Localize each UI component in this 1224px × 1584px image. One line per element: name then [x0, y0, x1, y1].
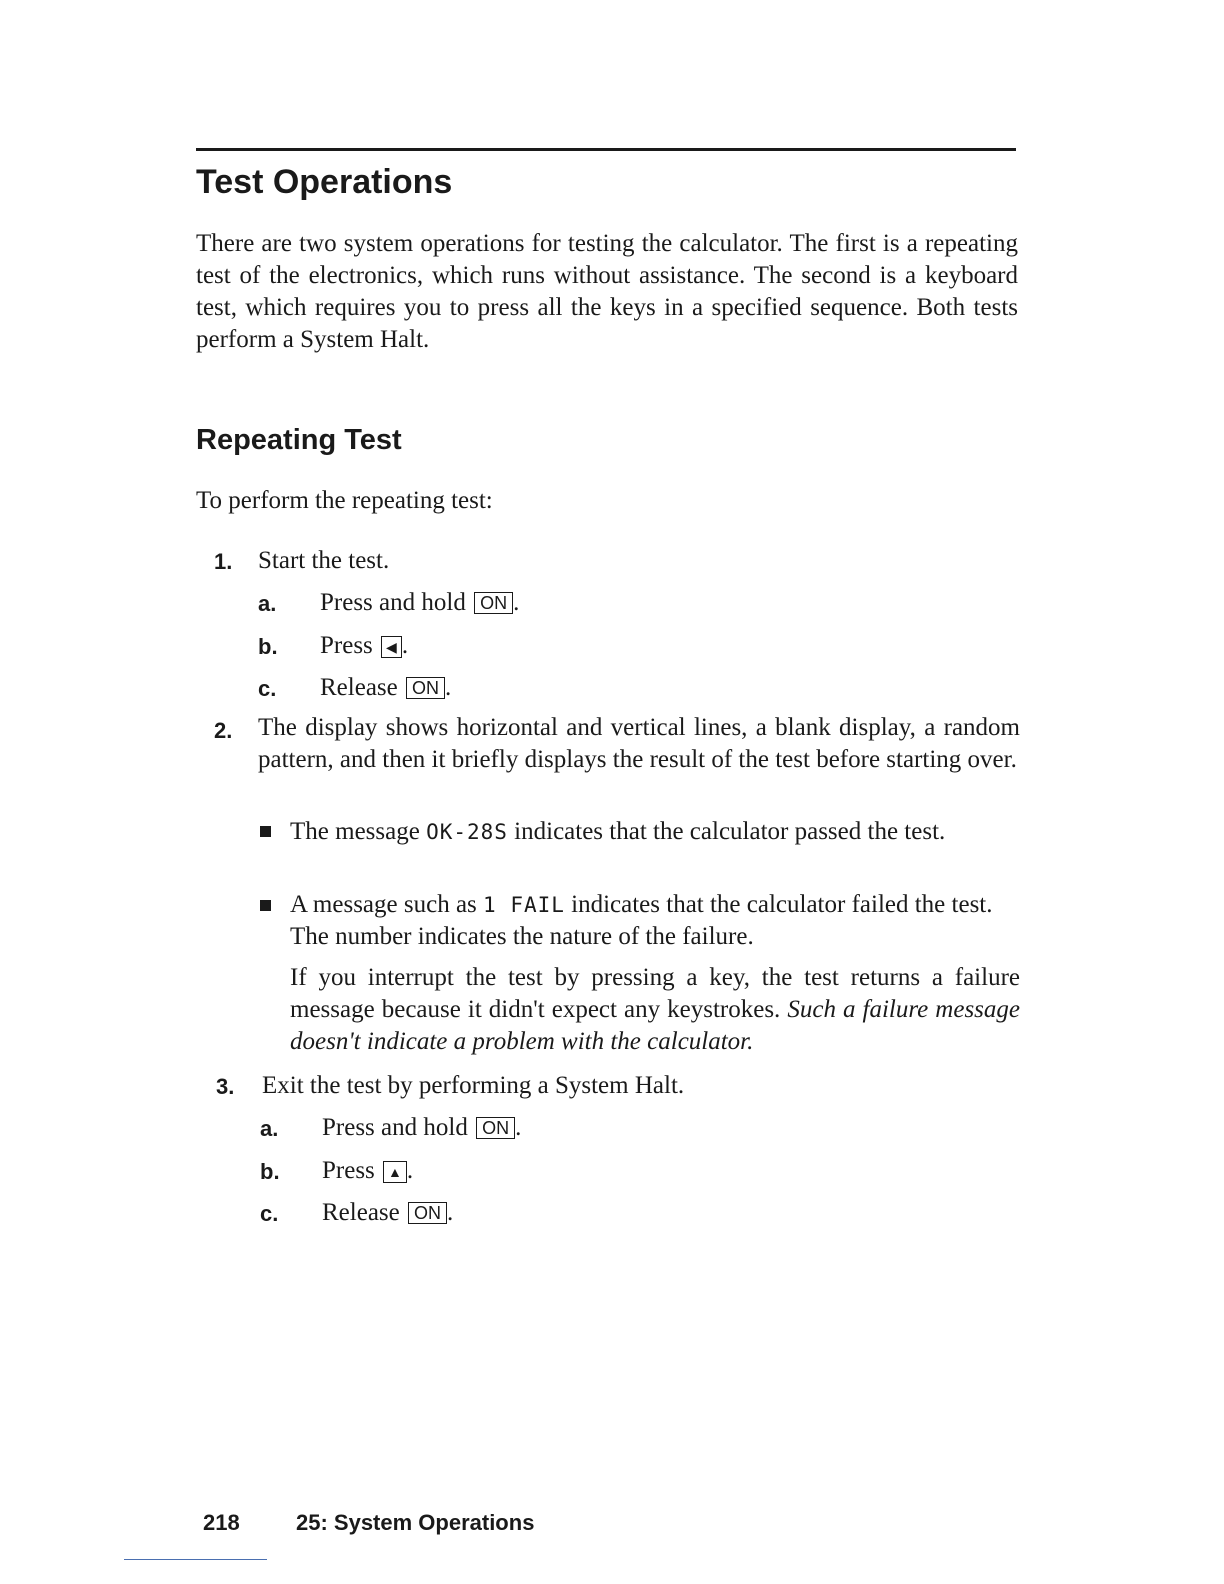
- substep-b: [322, 1155, 413, 1187]
- substep-c: [322, 1197, 453, 1229]
- step-number: 2.: [214, 718, 233, 743]
- period: .: [446, 1199, 454, 1226]
- left-arrow-key-icon: ◀: [381, 636, 402, 658]
- bullet-text: The message: [290, 818, 420, 845]
- top-rule: [196, 148, 1016, 151]
- substep-label: b.: [260, 1159, 280, 1184]
- substep-text: Release: [322, 1199, 400, 1226]
- on-key: ON: [406, 677, 445, 699]
- on-key: ON: [474, 592, 513, 614]
- on-key: ON: [476, 1117, 515, 1139]
- substep-label: b.: [258, 634, 278, 659]
- lcd-message: OK-28S: [426, 820, 508, 844]
- bullet-pass: [290, 816, 1020, 848]
- substep-label: c.: [260, 1201, 279, 1226]
- substep-b: [320, 630, 408, 662]
- page-number: 218: [203, 1510, 240, 1535]
- substep-c: [320, 672, 451, 704]
- period: .: [513, 589, 520, 616]
- bottom-divider: [124, 1559, 267, 1560]
- period: .: [444, 674, 452, 701]
- substep-text: Press and hold: [320, 589, 466, 616]
- section-heading: Repeating Test: [196, 424, 402, 456]
- period: .: [406, 1157, 414, 1184]
- lead-text: To perform the repeating test:: [196, 487, 493, 514]
- up-arrow-key-icon: ▲: [383, 1161, 407, 1183]
- bullet-fail: [290, 889, 1020, 953]
- substep-text: Press: [320, 632, 373, 659]
- chapter-title: 25: System Operations: [296, 1510, 535, 1535]
- step-text: Exit the test by performing a System Halt.: [262, 1072, 685, 1099]
- on-key: ON: [408, 1202, 447, 1224]
- period: .: [515, 1114, 522, 1141]
- bullet-text: A message such as: [290, 891, 477, 918]
- step-text: The display shows horizontal and vertical lines, a blank display, a random pattern, and then it briefly displays the result of the test before starting over.: [258, 714, 1020, 773]
- substep-label: c.: [258, 676, 277, 701]
- lcd-message: 1 FAIL: [483, 893, 565, 917]
- substep-text: Release: [320, 674, 398, 701]
- substep-a: [322, 1112, 521, 1144]
- note-emphasis: Such a failure message doesn't indicate a problem with the calculator.: [290, 996, 1020, 1055]
- bullet-icon: [260, 826, 271, 837]
- period: .: [401, 632, 409, 659]
- substep-label: a.: [260, 1116, 279, 1141]
- substep-text: Press and hold: [322, 1114, 468, 1141]
- bullet-text: indicates that the calculator passed the test.: [514, 818, 946, 845]
- substep-text: Press: [322, 1157, 375, 1184]
- bullet-text: indicates that the calculator failed the test. The number indicates the nature of the failure.: [290, 891, 993, 950]
- interrupt-note: [290, 962, 1020, 1058]
- step-number: 3.: [216, 1074, 235, 1099]
- step-text: Start the test.: [258, 547, 390, 574]
- bullet-icon: [260, 900, 271, 911]
- step-number: 1.: [214, 549, 233, 574]
- note-text: If you interrupt the test by pressing a key, the test returns a failure message because it didn't expect any keystrokes.: [290, 964, 1020, 1023]
- substep-label: a.: [258, 591, 277, 616]
- intro-paragraph: There are two system operations for testing the calculator. The first is a repeating test of the electronics, which runs without assistance. The second is a keyboard test, which requires you to press all the keys in a specified sequence. Both tests perform a System Halt.: [196, 230, 1018, 353]
- page-title: Test Operations: [196, 163, 453, 201]
- substep-a: [320, 587, 519, 619]
